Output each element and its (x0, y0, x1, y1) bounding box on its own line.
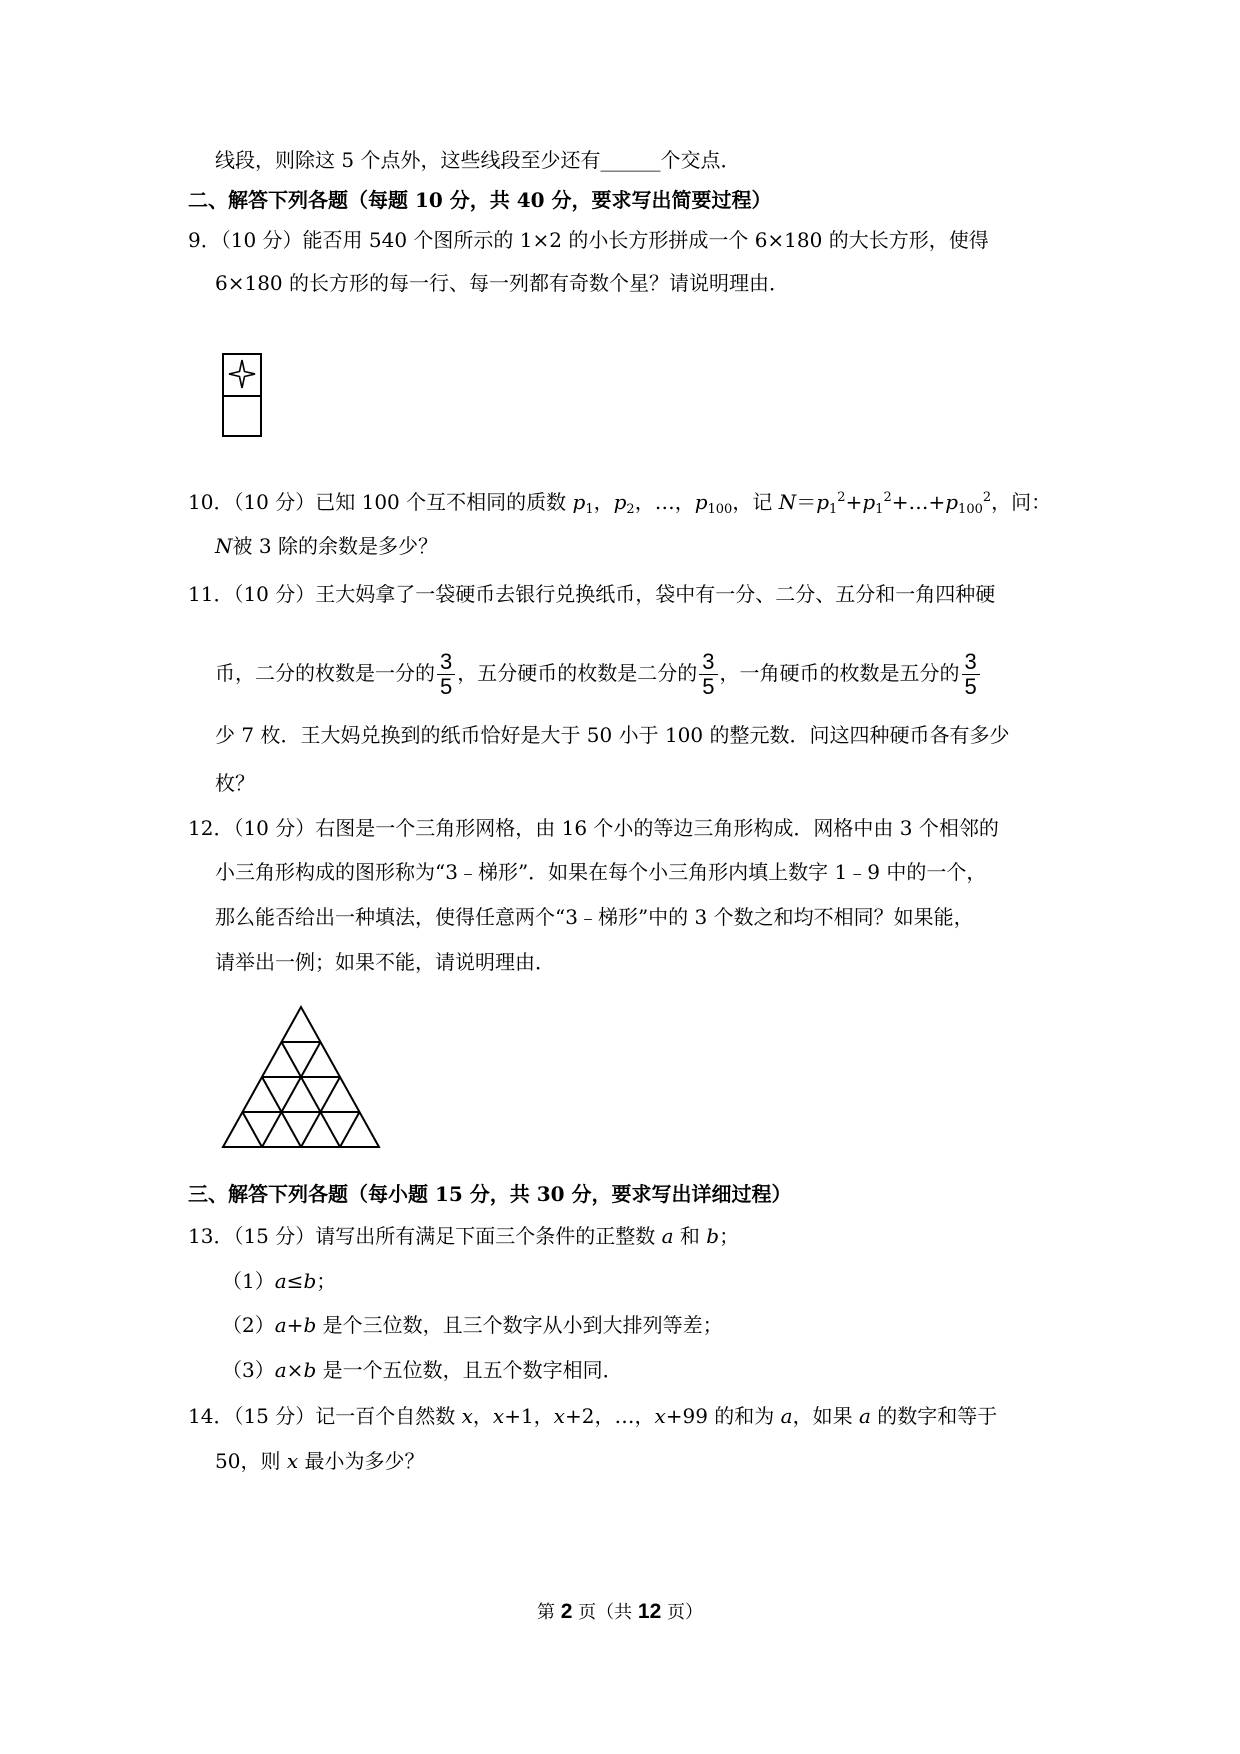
var-b: b (303, 1313, 317, 1337)
question-14-line-2-b: 最小为多少？ (298, 1449, 425, 1473)
question-11-line-4: 枚？ (215, 771, 255, 795)
subscript-100: 100 (707, 502, 733, 517)
question-14-line-2-a: 50，则 (215, 1449, 287, 1473)
var-N: N (215, 534, 233, 558)
plus-sign: + (286, 1313, 304, 1337)
question-11-part-c: ，一角硬币的枚数是五分的 (719, 661, 960, 685)
times-sign: × (286, 1358, 304, 1382)
grid-diagonal-line (340, 1112, 360, 1147)
question-11-line-1: 11．（10 分）王大妈拿了一袋硬币去银行兑换纸币，袋中有一分、二分、五分和一角四种硬 (188, 582, 996, 606)
superscript-2: 2 (883, 490, 892, 505)
superscript-2: 2 (837, 490, 846, 505)
comma: ， (533, 1404, 554, 1428)
question-9-line-1: 9．（10 分）能否用 540 个图所示的 1×2 的小长方形拼成一个 6×180 的大长方形，使得 (188, 228, 989, 252)
question-14-line-2 (215, 1447, 424, 1475)
plus-sign: + (845, 490, 863, 514)
var-x: x (553, 1404, 565, 1428)
superscript-2: 2 (982, 490, 992, 505)
semicolon: ； (316, 1269, 337, 1293)
term-plus-2: +2 (564, 1404, 595, 1428)
page-footer (0, 1600, 1240, 1625)
question-11-part-a: 币，二分的枚数是一分的 (215, 661, 435, 685)
var-p: p (816, 490, 830, 514)
question-9-line-2: 6×180 的长方形的每一行、每一列都有奇数个星？请说明理由． (215, 271, 790, 295)
domino-figure (222, 353, 262, 437)
question-10-tail: ，问： (991, 490, 1052, 514)
condition-label: （2） (222, 1313, 275, 1337)
var-x: x (461, 1404, 473, 1428)
grid-diagonal-line (243, 1112, 263, 1147)
fraction-three-fifths (962, 650, 980, 699)
question-10-line-2 (215, 532, 438, 560)
question-14-line-1 (188, 1402, 997, 1430)
fraction-denominator: 5 (964, 674, 977, 699)
subscript-1: 1 (875, 502, 884, 517)
condition-label: （1） (222, 1269, 275, 1293)
fraction-three-fifths (437, 650, 455, 699)
question-10-line-1 (188, 488, 1051, 516)
he-text: 和 (673, 1224, 707, 1248)
fraction-denominator: 5 (440, 674, 453, 699)
question-12-line-2: 小三角形构成的图形称为“3﹣梯形”．如果在每个小三角形内填上数字 1﹣9 中的一个， (215, 860, 987, 884)
var-a: a (274, 1269, 287, 1293)
question-10-line-2-text: 被 3 除的余数是多少？ (232, 534, 438, 558)
triangle-grid-figure (221, 1003, 385, 1151)
footer-text: 页（共 (572, 1602, 638, 1623)
var-x: x (654, 1404, 666, 1428)
fraction-numerator: 3 (437, 650, 455, 675)
four-point-star-icon (224, 355, 260, 393)
ji-text: ，记 (732, 490, 779, 514)
comma: ， (674, 490, 695, 514)
section-3-heading: 三、解答下列各题（每小题 15 分，共 30 分，要求写出详细过程） (188, 1182, 792, 1206)
plus-ellipsis: +…+ (891, 490, 946, 514)
question-13-line-1 (188, 1222, 739, 1250)
question-14-prefix: 14．（15 分）记一百个自然数 (188, 1404, 462, 1428)
question-12-line-4: 请举出一例；如果不能，请说明理由． (215, 950, 555, 974)
comma: ， (593, 490, 614, 514)
question-14-mid: 的和为 (707, 1404, 781, 1428)
question-13-condition-2 (222, 1311, 723, 1339)
section-2-heading: 二、解答下列各题（每题 10 分，共 40 分，要求写出简要过程） (188, 188, 772, 212)
var-N: N (778, 490, 797, 514)
term-plus-99: +99 (665, 1404, 708, 1428)
var-p: p (694, 490, 708, 514)
ellipsis: … (614, 1404, 635, 1428)
comma: ， (634, 1404, 655, 1428)
condition-label: （3） (222, 1358, 275, 1382)
question-11-line-2 (215, 650, 982, 699)
domino-star-cell (224, 355, 260, 397)
ellipsis: … (654, 490, 675, 514)
question-11-part-b: ，五分硬币的枚数是二分的 (457, 661, 698, 685)
var-a: a (661, 1224, 674, 1248)
var-x: x (286, 1449, 299, 1473)
question-14-mid-2: ，如果 (792, 1404, 859, 1428)
footer-text: 页） (661, 1602, 703, 1623)
fraction-three-fifths (699, 650, 717, 699)
var-a: a (780, 1404, 793, 1428)
equals-sign: ＝ (796, 490, 817, 514)
carryover-text: 线段，则除这 5 个点外，这些线段至少还有______个交点． (215, 148, 741, 172)
term-plus-1: +1 (504, 1404, 534, 1428)
footer-text: 第 (537, 1602, 561, 1623)
condition-3-text: 是一个五位数，且五个数字相同． (316, 1358, 623, 1382)
fraction-numerator: 3 (699, 650, 717, 675)
var-p: p (572, 490, 586, 514)
question-13-prefix: 13．（15 分）请写出所有满足下面三个条件的正整数 (188, 1224, 662, 1248)
var-p: p (613, 490, 627, 514)
var-a: a (858, 1404, 871, 1428)
var-x: x (492, 1404, 505, 1428)
question-10-prefix: 10．（10 分）已知 100 个互不相同的质数 (188, 490, 573, 514)
comma: ， (472, 1404, 493, 1428)
comma: ， (634, 490, 655, 514)
var-p: p (945, 490, 959, 514)
var-a: a (274, 1313, 287, 1337)
question-12-line-1: 12．（10 分）右图是一个三角形网格，由 16 个小的等边三角形构成．网格中由 3 个相邻的 (188, 816, 999, 840)
question-12-line-3: 那么能否给出一种填法，使得任意两个“3﹣梯形”中的 3 个数之和均不相同？如果能， (215, 905, 974, 929)
condition-2-text: 是个三位数，且三个数字从小到大排列等差； (316, 1313, 723, 1337)
semicolon: ； (719, 1224, 740, 1248)
leq-sign: ≤ (286, 1269, 304, 1293)
page-number: 2 (560, 1600, 573, 1623)
domino-empty-cell (224, 397, 260, 437)
question-11-line-3: 少 7 枚．王大妈兑换到的纸币恰好是大于 50 小于 100 的整元数．问这四种硬币各有多少 (215, 723, 1010, 747)
subscript-1: 1 (585, 502, 594, 517)
fraction-numerator: 3 (962, 650, 980, 675)
var-b: b (706, 1224, 720, 1248)
total-pages: 12 (637, 1600, 662, 1623)
var-a: a (274, 1358, 287, 1382)
var-b: b (303, 1269, 317, 1293)
subscript-1: 1 (829, 502, 838, 517)
var-p: p (862, 490, 876, 514)
subscript-100: 100 (958, 502, 983, 517)
question-14-mid-3: 的数字和等于 (870, 1404, 998, 1428)
fraction-denominator: 5 (702, 674, 715, 699)
question-13-condition-3 (222, 1356, 623, 1384)
question-13-condition-1 (222, 1267, 336, 1295)
subscript-2: 2 (626, 502, 635, 517)
var-b: b (303, 1358, 317, 1382)
comma: ， (594, 1404, 615, 1428)
